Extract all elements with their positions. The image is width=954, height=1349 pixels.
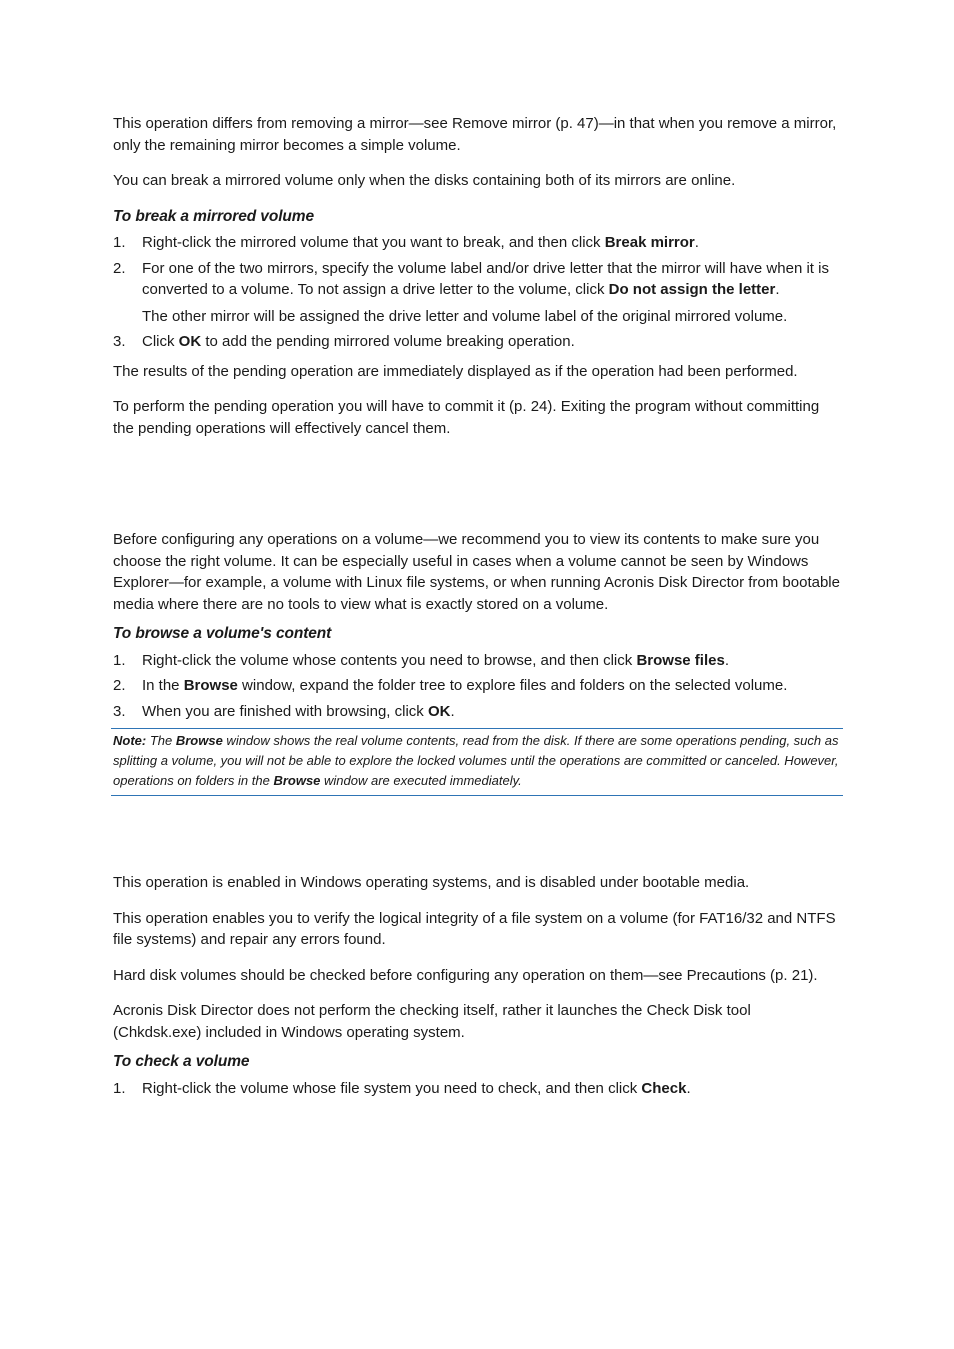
step-text: . [686, 1079, 691, 1097]
step-text: Click [142, 333, 179, 350]
note-box [111, 728, 843, 796]
step-number: 2. [113, 259, 126, 277]
ui-term: Browse [175, 733, 223, 748]
procedure-heading: To check a volume [113, 1053, 250, 1070]
paragraph: Acronis Disk Director does not perform the checking itself, rather it launches the Check Disk tool (Chkdsk.exe) included in Windows operating system. [113, 1002, 751, 1041]
ui-term: Browse [183, 677, 238, 694]
paragraph: Before configuring any operations on a volume—we recommend you to view its contents to make sure you choose the right volume. It can be especially useful in cases when a volume cannot be seen by Windows Explorer—for example, a volume with Linux file systems, or when running Acronis Disk Director from bootable media where there are no tools to view what is exactly stored on a volume. [113, 531, 840, 613]
list-item [113, 331, 841, 353]
paragraph: This operation differs from removing a mirror—see Remove mirror (p. 47)—in that when you remove a mirror, only the remaining mirror becomes a simple volume. [113, 115, 837, 154]
list-item [113, 650, 841, 672]
list-item [113, 675, 841, 697]
step-number: 3. [113, 333, 126, 350]
section-check-volume [113, 872, 841, 1099]
step-text: . [724, 651, 729, 669]
paragraph: The results of the pending operation are immediately displayed as if the operation had been performed. [113, 362, 798, 380]
step-text: to add the pending mirrored volume breaking operation. [201, 333, 575, 350]
ui-term: Check [641, 1079, 687, 1097]
note-text: window are executed immediately. [320, 773, 522, 788]
paragraph: To perform the pending operation you will have to commit it (p. 24). Exiting the program without committing the pending operations will effectively cancel them. [113, 398, 820, 437]
section-break-mirror [113, 113, 841, 439]
list-item [113, 701, 841, 723]
steps-list [113, 232, 841, 353]
step-text: window, expand the folder tree to explore files and folders on the selected volume. [237, 677, 788, 694]
step-number: 1. [113, 1079, 126, 1097]
ui-term: Break mirror [604, 234, 695, 251]
paragraph: This operation enables you to verify the logical integrity of a file system on a volume (for FAT16/32 and NTFS file systems) and repair any errors found. [113, 909, 836, 948]
step-text: Right-click the mirrored volume that you want to break, and then click [142, 234, 605, 251]
note-label: Note: [113, 733, 147, 748]
step-text: . [775, 281, 780, 298]
step-text: Right-click the volume whose file system you need to check, and then click [142, 1079, 642, 1097]
paragraph: Hard disk volumes should be checked before configuring any operation on them—see Precautions (p. 21). [113, 966, 818, 984]
ui-term: OK [427, 702, 451, 720]
procedure-heading: To break a mirrored volume [113, 207, 314, 225]
steps-list [113, 1078, 841, 1100]
procedure-heading: To browse a volume's content [113, 625, 332, 642]
ui-term: Browse [273, 773, 321, 788]
note-text: window shows the real volume contents, read from the disk. If there are some operations pending, such as splitting a volume, you will not be able to explore the locked volumes until the operations are committed or canceled. However, operations on folders in the [113, 733, 839, 788]
step-text: In the [142, 677, 184, 694]
ui-term: Browse files [636, 651, 725, 669]
steps-list [113, 650, 841, 723]
list-item [113, 258, 841, 328]
step-number: 3. [113, 702, 126, 720]
step-number: 1. [113, 234, 126, 251]
list-item [113, 1078, 841, 1100]
step-text: . [694, 234, 699, 251]
ui-term: Do not assign the letter [608, 281, 776, 298]
step-subparagraph: The other mirror will be assigned the drive letter and volume label of the original mirrored volume. [142, 307, 788, 325]
list-item [113, 232, 841, 254]
ui-term: OK [178, 333, 202, 350]
section-gap [113, 796, 841, 872]
step-number: 1. [113, 651, 126, 669]
step-text: When you are finished with browsing, click [142, 702, 428, 720]
section-gap [113, 453, 841, 529]
note-text: The [146, 733, 176, 748]
paragraph: You can break a mirrored volume only when the disks containing both of its mirrors are online. [113, 172, 736, 189]
step-text: . [450, 702, 455, 720]
step-text: For one of the two mirrors, specify the volume label and/or drive letter that the mirror will have when it is converted to a volume. To not assign a drive letter to the volume, click [142, 259, 829, 298]
step-text: Right-click the volume whose contents you need to browse, and then click [142, 651, 637, 669]
step-number: 2. [113, 677, 126, 694]
section-browse-content [113, 529, 841, 796]
document-page [113, 113, 841, 1107]
paragraph: This operation is enabled in Windows operating systems, and is disabled under bootable media. [113, 874, 750, 891]
